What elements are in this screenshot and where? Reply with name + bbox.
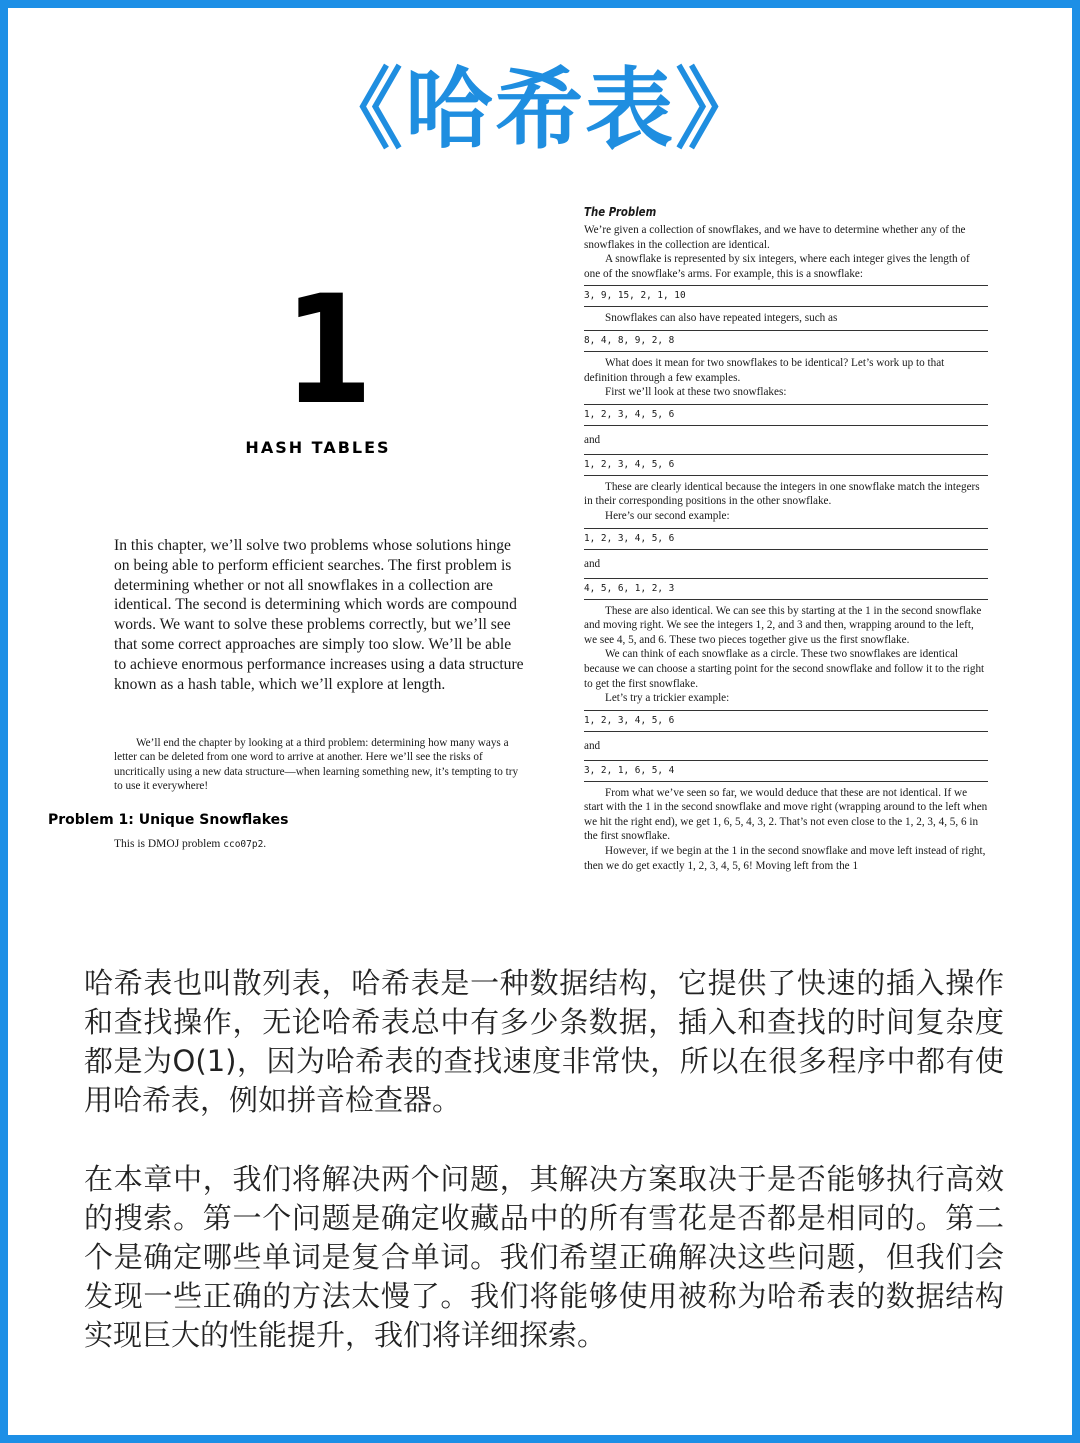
chinese-paragraph-2: 在本章中，我们将解决两个问题，其解决方案取决于是否能够执行高效的搜索。第一个问题是确定收藏品中的所有雪花是否都是相同的。第二个是确定哪些单词是复合单词。我们希望正确解决这些问题，但我们会发现一些正确的方法太慢了。我们将能够使用被称为哈希表的数据结构实现巨大的性能提升，我们将详细探索。 [84, 1162, 1004, 1352]
code-line: 3, 2, 1, 6, 5, 4 [584, 760, 988, 782]
code-line: 4, 5, 6, 1, 2, 3 [584, 578, 988, 600]
chinese-paragraph-1: 哈希表也叫散列表，哈希表是一种数据结构，它提供了快速的插入操作和查找操作，无论哈希表总中有多少条数据，插入和查找的时间复杂度都是为O(1)，因为哈希表的查找速度非常快，所以在很多程序中都有使用哈希表，例如拼音检查器。 [84, 966, 1004, 1117]
problem-source [114, 838, 266, 850]
page-title: 《哈希表》 [314, 58, 765, 161]
paragraph: Snowflakes can also have repeated integers, such as [605, 312, 838, 325]
chapter-title: HASH TABLES [245, 438, 391, 457]
problem-source-prefix: This is DMOJ problem [114, 838, 224, 850]
code-line: 1, 2, 3, 4, 5, 6 [584, 404, 988, 426]
problem-source-code: cco07p2 [223, 839, 264, 850]
intro-small-paragraph: We’ll end the chapter by looking at a third problem: determining how many ways a letter can be deleted from one word to arrive at another. Here we’ll see the risks of uncritically using a new data structure—when learning something new, it’s tempting to try to use it everywhere! [114, 737, 519, 793]
paragraph: Let’s try a trickier example: [605, 692, 730, 705]
chapter-number: 1 [284, 264, 373, 438]
code-line: 1, 2, 3, 4, 5, 6 [584, 710, 988, 732]
paragraph: However, if we begin at the 1 in the second snowflake and move left instead of right, then we do get exactly 1, 2, 3, 4, 5, 6! Moving left from the 1 [584, 845, 986, 872]
paragraph: These are also identical. We can see this by starting at the 1 in the second snowflake and moving right. We see the integers 1, 2, and 3 and then, wrapping around to the left, we see 4, 5, and 6. These two pieces together give us the first snowflake. [584, 604, 982, 646]
code-line: 3, 9, 15, 2, 1, 10 [584, 285, 988, 307]
paragraph: We can think of each snowflake as a circle. These two snowflakes are identical because we can choose a starting point for the second snowflake and follow it to the right to get the first snowflake. [584, 648, 985, 690]
paragraph: Here’s our second example: [605, 509, 730, 522]
code-line: 1, 2, 3, 4, 5, 6 [584, 454, 988, 476]
and-label: and [584, 557, 601, 570]
right-book-page [584, 204, 988, 873]
and-label: and [584, 739, 601, 752]
paragraph: These are clearly identical because the integers in one snowflake match the integers in their corresponding positions in the other snowflake. [584, 480, 980, 508]
code-line: 1, 2, 3, 4, 5, 6 [584, 528, 988, 550]
problem-heading: Problem 1: Unique Snowflakes [48, 812, 289, 828]
section-title: The Problem [584, 205, 657, 219]
intro-paragraph: In this chapter, we’ll solve two problems whose solutions hinge on being able to perform efficient searches. The first problem is determining whether or not all snowflakes in a collection are identical. The second is determining which words are compound words. We want to solve these problems correctly, but we’ll see that some correct approaches are simply too slow. We’ll be able to achieve enormous performance increases using a data structure known as a hash table, which we’ll explore at length. [114, 537, 524, 693]
problem-source-suffix: . [263, 838, 267, 850]
paragraph: A snowflake is represented by six integers, where each integer gives the length of one of the snowflake’s arms. For example, this is a snowflake: [584, 253, 970, 280]
paragraph: What does it mean for two snowflakes to be identical? Let’s work up to that definition through a few examples. [584, 356, 945, 384]
paragraph: From what we’ve seen so far, we would deduce that these are not identical. If we start with the 1 in the second snowflake and move right (wrapping around to the left when we hit the right end), we get 1, 6, 5, 4, 3, 2. That’s not even close to the 1, 2, 3, 4, 5, 6 in the first snowflake. [584, 786, 988, 843]
paragraph: First we’ll look at these two snowflakes: [605, 386, 787, 399]
code-line: 8, 4, 8, 9, 2, 8 [584, 330, 988, 352]
and-label: and [584, 433, 601, 446]
paragraph: We’re given a collection of snowflakes, and we have to determine whether any of the snowflakes in the collection are identical. [584, 224, 966, 251]
